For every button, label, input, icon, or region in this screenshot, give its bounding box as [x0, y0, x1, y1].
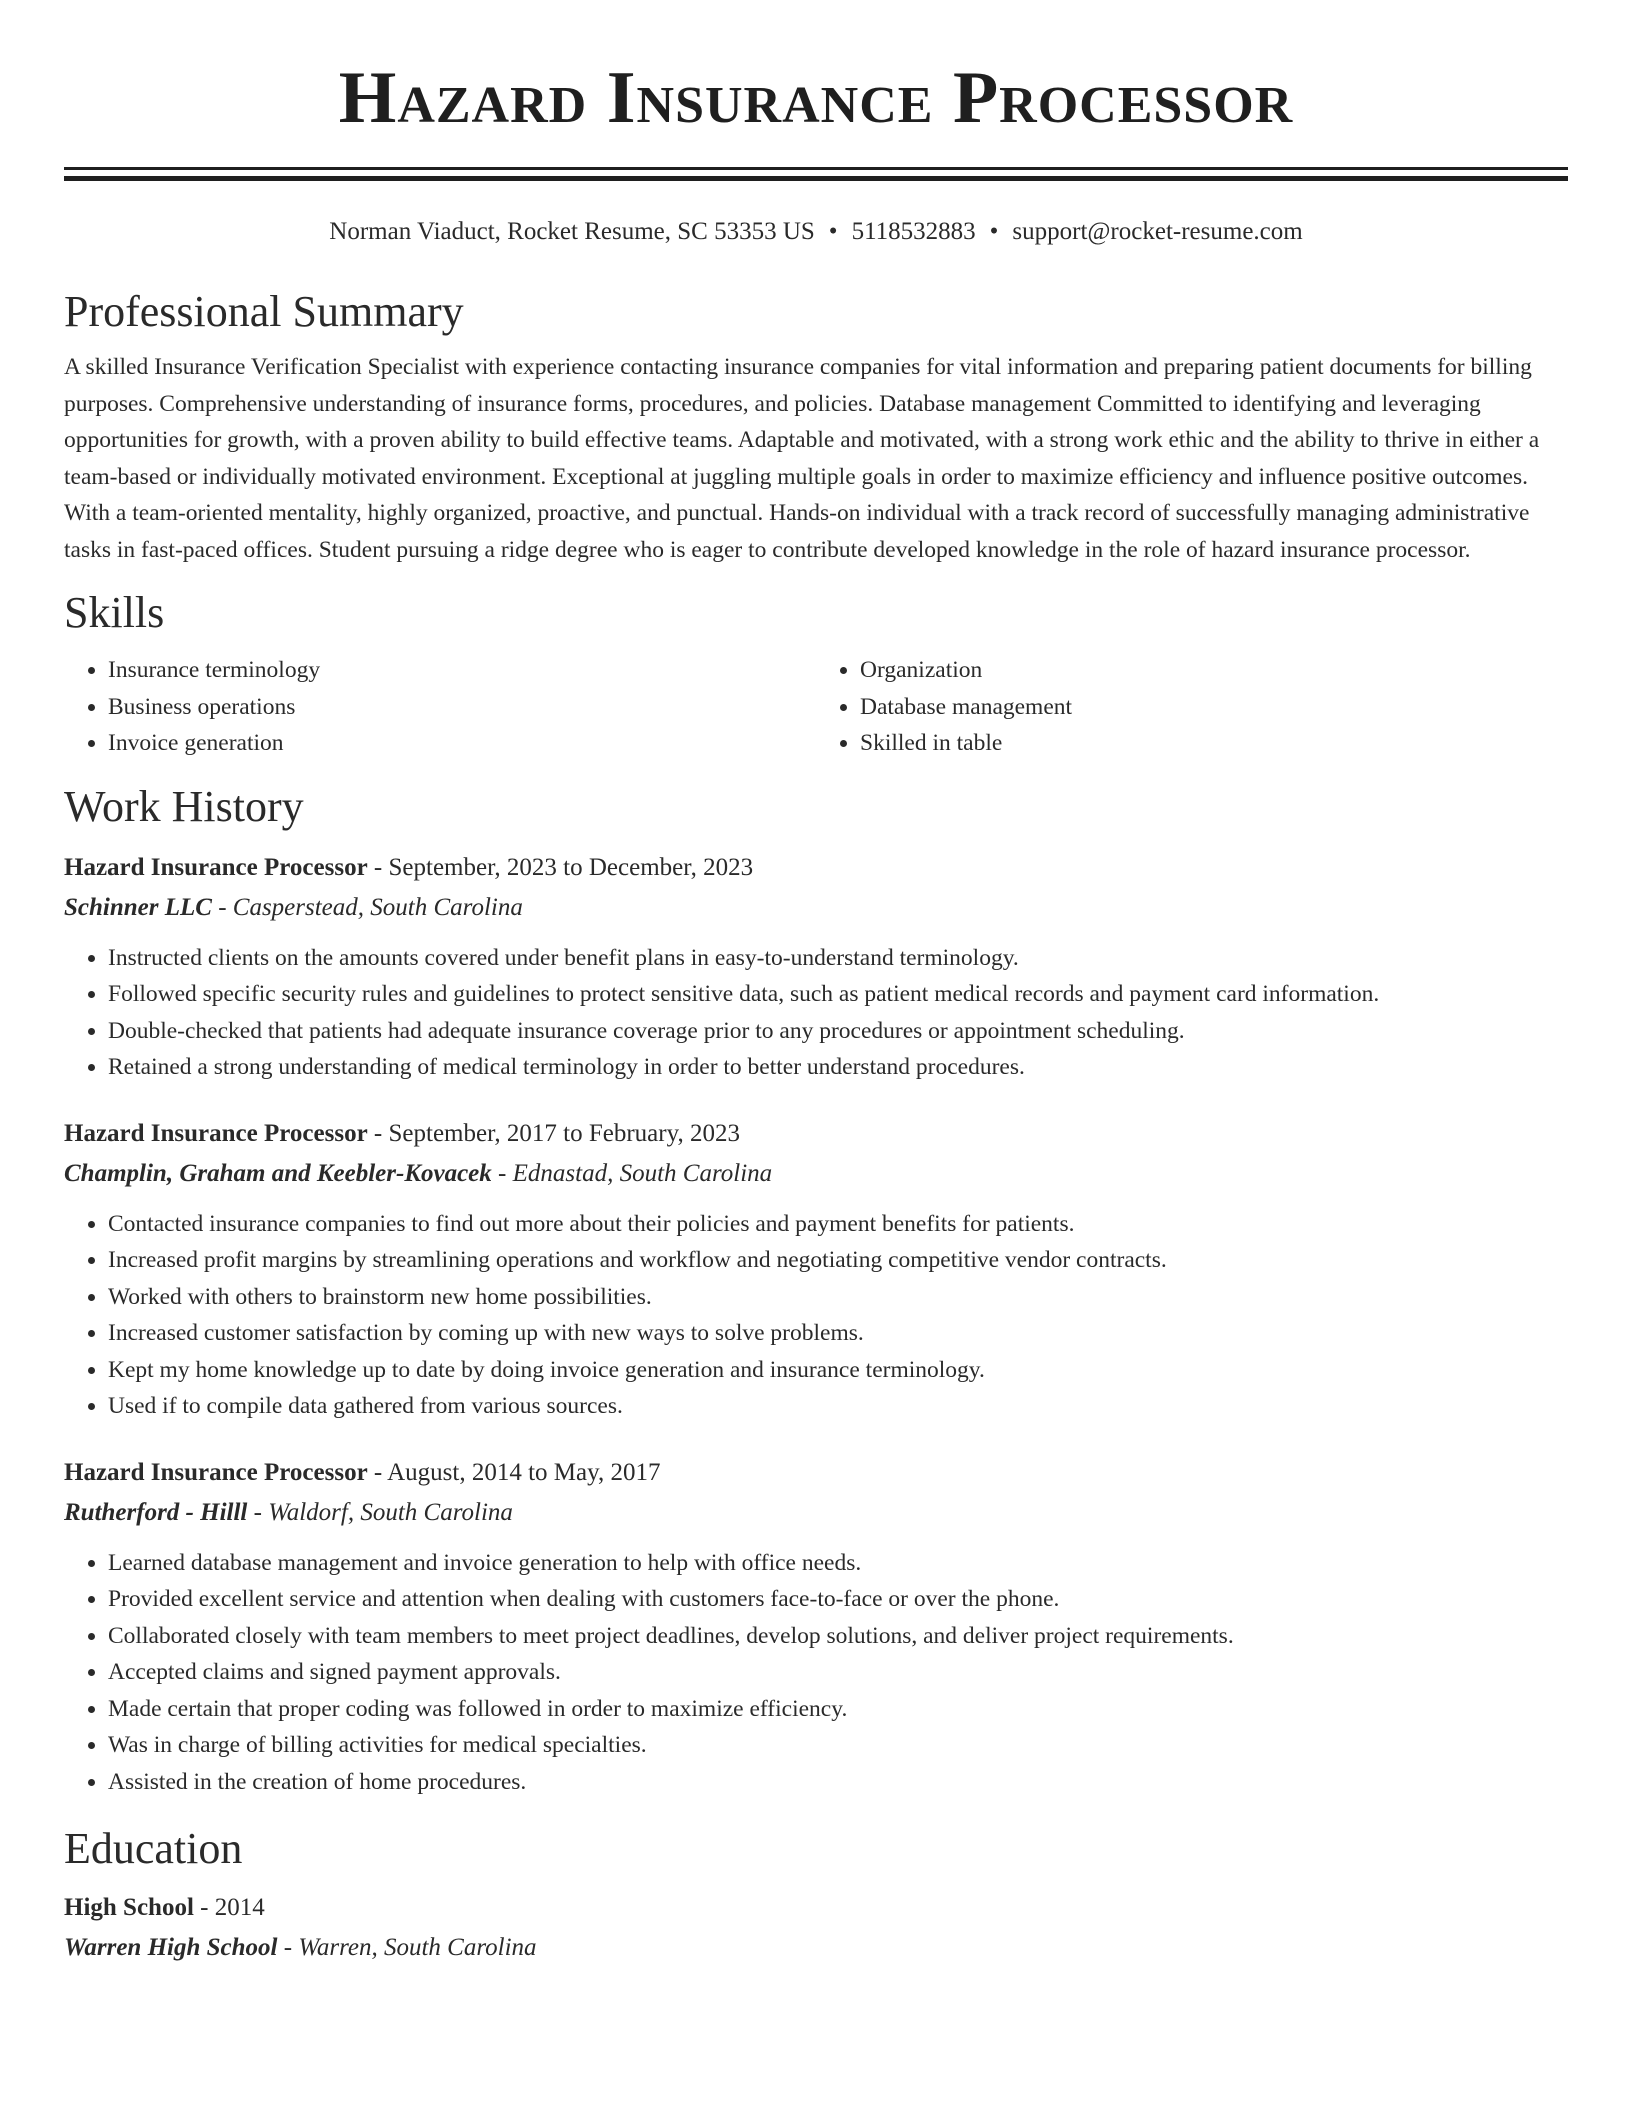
job-company-line: Schinner LLC - Casperstead, South Carolina [64, 893, 523, 921]
job-bullet: • Worked with others to brainstorm new home possibilities. [108, 1279, 1568, 1316]
skill-item: • Database management [860, 689, 1568, 726]
job-entry [64, 848, 1568, 1086]
job-bullet: • Was in charge of billing activities for medical specialties. [108, 1727, 1568, 1764]
job-location: Waldorf, South Carolina [268, 1498, 513, 1526]
job-dates: September, 2023 to December, 2023 [388, 853, 754, 881]
job-company-line: Champlin, Graham and Keebler-Kovacek - Ednastad, South Carolina [64, 1159, 773, 1187]
work-history-heading: Work History [64, 781, 304, 831]
education-location: Warren, South Carolina [298, 1934, 537, 1961]
job-bullet: • Increased profit margins by streamlining operations and workflow and negotiating competitive vendor contracts. [108, 1242, 1568, 1279]
title-divider-top [64, 167, 1568, 170]
title-divider-bottom [64, 176, 1568, 181]
job-bullet: • Used if to compile data gathered from various sources. [108, 1388, 1568, 1425]
skill-item: • Insurance terminology [108, 652, 816, 689]
contact-address: Norman Viaduct, Rocket Resume, SC 53353 US [329, 218, 815, 245]
job-bullets [64, 1545, 1568, 1801]
job-entry [64, 1453, 1568, 1801]
resume-title: Hazard Insurance Processor [338, 57, 1294, 139]
skills-columns [64, 652, 1568, 762]
job-bullet: • Instructed clients on the amounts covered under benefit plans in easy-to-understand terminology. [108, 940, 1568, 977]
job-bullets [64, 1206, 1568, 1425]
skills-list-right [816, 652, 1568, 762]
education-heading: Education [64, 1824, 243, 1873]
summary-text: A skilled Insurance Verification Specialist with experience contacting insurance companies for vital information and preparing patient documents for billing purposes. Comprehensive understanding of insurance forms, procedures, and policies. Database management Committed to identifying and leveraging opportunities for growth, with a proven ability to build effective teams. Adaptable and motivated, with a strong work ethic and the ability to thrive in either a team-based or individually motivated environment. Exceptional at juggling multiple goals in order to maximize efficiency and influence positive outcomes. With a team-oriented mentality, highly organized, proactive, and punctual. Hands-on individual with a track record of successfully managing administrative tasks in fast-paced offices. Student pursuing a ridge degree who is eager to contribute developed knowledge in the role of hazard insurance processor. [64, 354, 1540, 563]
skills-heading: Skills [64, 588, 165, 637]
skills-list-left [64, 652, 816, 762]
education-school: Warren High School [64, 1934, 278, 1961]
summary-heading: Professional Summary [64, 287, 464, 336]
contact-line [64, 215, 1568, 249]
job-bullet: • Accepted claims and signed payment approvals. [108, 1654, 1568, 1691]
job-bullet: • Learned database management and invoice generation to help with office needs. [108, 1545, 1568, 1582]
contact-separator: • [828, 218, 838, 245]
job-bullet: • Contacted insurance companies to find out more about their policies and payment benefits for patients. [108, 1206, 1568, 1243]
job-location: Casperstead, South Carolina [232, 893, 523, 921]
job-dates: August, 2014 to May, 2017 [387, 1458, 661, 1486]
job-company: Champlin, Graham and Keebler-Kovacek [64, 1159, 492, 1187]
job-bullet: • Increased customer satisfaction by coming up with new ways to solve problems. [108, 1315, 1568, 1352]
skill-item: • Business operations [108, 689, 816, 726]
job-title: Hazard Insurance Processor [64, 853, 368, 881]
job-bullet: • Double-checked that patients had adequate insurance coverage prior to any procedures or appointment scheduling. [108, 1013, 1568, 1050]
job-header: Hazard Insurance Processor - September, 2017 to February, 2023 [64, 1119, 740, 1147]
education-header: High School - 2014 [64, 1894, 265, 1921]
job-location: Ednastad, South Carolina [512, 1159, 773, 1187]
contact-separator: • [989, 218, 999, 245]
contact-email: support@rocket-resume.com [1012, 218, 1303, 245]
job-bullet: • Assisted in the creation of home procedures. [108, 1764, 1568, 1801]
education-school-line: Warren High School - Warren, South Carolina [64, 1934, 537, 1961]
skill-item: • Organization [860, 652, 1568, 689]
job-company-line: Rutherford - Hilll - Waldorf, South Carolina [64, 1498, 513, 1526]
job-dates: September, 2017 to February, 2023 [388, 1119, 740, 1147]
job-header: Hazard Insurance Processor - September, 2023 to December, 2023 [64, 853, 754, 881]
education-year: 2014 [214, 1894, 265, 1921]
job-bullet: • Made certain that proper coding was followed in order to maximize efficiency. [108, 1691, 1568, 1728]
job-title: Hazard Insurance Processor [64, 1119, 368, 1147]
skill-item: • Skilled in table [860, 725, 1568, 762]
job-bullet: • Collaborated closely with team members to meet project deadlines, develop solutions, and deliver project requirements. [108, 1618, 1568, 1655]
job-bullet: • Followed specific security rules and guidelines to protect sensitive data, such as patient medical records and payment card information. [108, 976, 1568, 1013]
contact-phone: 5118532883 [851, 218, 976, 245]
job-title: Hazard Insurance Processor [64, 1458, 368, 1486]
skill-item: • Invoice generation [108, 725, 816, 762]
job-bullets [64, 940, 1568, 1086]
job-company: Schinner LLC [64, 893, 212, 921]
job-entry [64, 1114, 1568, 1425]
education-degree: High School [64, 1894, 194, 1921]
job-bullet: • Provided excellent service and attention when dealing with customers face-to-face or over the phone. [108, 1581, 1568, 1618]
job-bullet: • Retained a strong understanding of medical terminology in order to better understand procedures. [108, 1049, 1568, 1086]
education-entry [64, 1888, 1568, 1968]
job-company: Rutherford - Hilll [64, 1498, 248, 1526]
job-bullet: • Kept my home knowledge up to date by doing invoice generation and insurance terminology. [108, 1352, 1568, 1389]
job-header: Hazard Insurance Processor - August, 2014 to May, 2017 [64, 1458, 661, 1486]
